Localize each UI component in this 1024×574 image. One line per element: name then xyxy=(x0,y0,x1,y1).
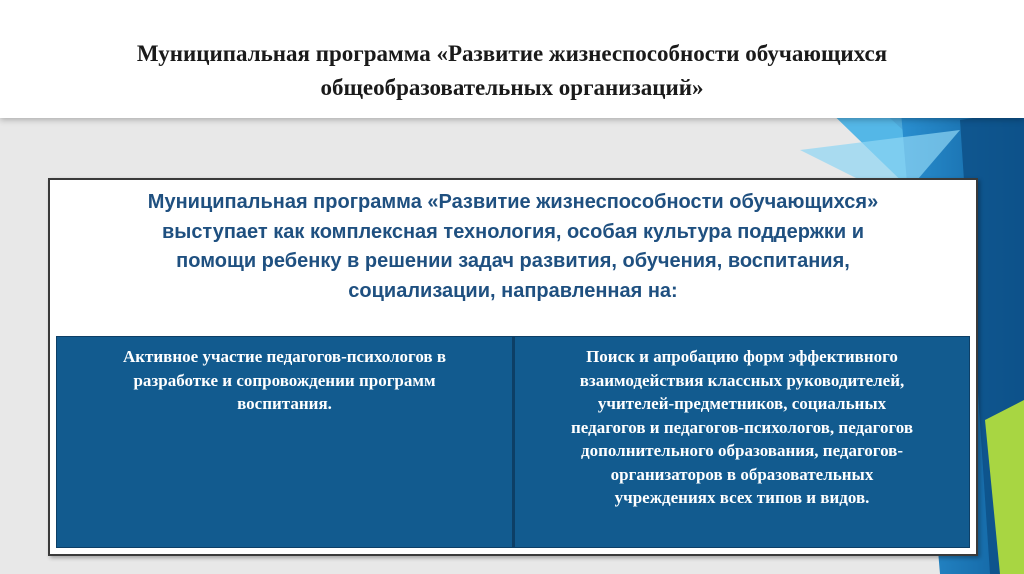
intro-line: социализации, направленная на: xyxy=(348,279,678,302)
intro-line: Муниципальная программа «Развитие жизнеспособности обучающихся» xyxy=(147,191,879,213)
direction-line: дополнительного образования, педагогов- xyxy=(580,441,904,460)
direction-line: взаимодействия классных руководителей, xyxy=(579,370,905,390)
direction-line: Поиск и апробацию форм эффективного xyxy=(586,347,898,366)
direction-left xyxy=(56,336,514,548)
title-line: Муниципальная программа «Развитие жизнеспособности обучающихся xyxy=(136,41,888,66)
direction-columns xyxy=(56,336,970,548)
direction-line: воспитания. xyxy=(237,394,332,413)
direction-line: разработке и сопровождении программ xyxy=(133,370,436,390)
direction-right xyxy=(514,336,970,548)
intro-line: помощи ребенку в решении задач развития, обучения, воспитания, xyxy=(176,250,850,272)
page-title xyxy=(20,37,1004,105)
direction-line: организаторов в образовательных xyxy=(610,464,874,484)
intro-text xyxy=(70,188,956,306)
title-bar xyxy=(0,0,1024,118)
direction-line: педагогов и педагогов-психологов, педагогов xyxy=(570,417,913,437)
title-line: общеобразовательных организаций» xyxy=(320,75,704,100)
intro-line: выступает как комплексная технология, особая культура поддержки и xyxy=(161,220,865,243)
direction-line: учителей-предметников, социальных xyxy=(597,394,887,413)
direction-line: Активное участие педагогов-психологов в xyxy=(122,347,447,366)
content-panel xyxy=(48,178,978,556)
direction-line: учреждениях всех типов и видов. xyxy=(614,488,870,507)
